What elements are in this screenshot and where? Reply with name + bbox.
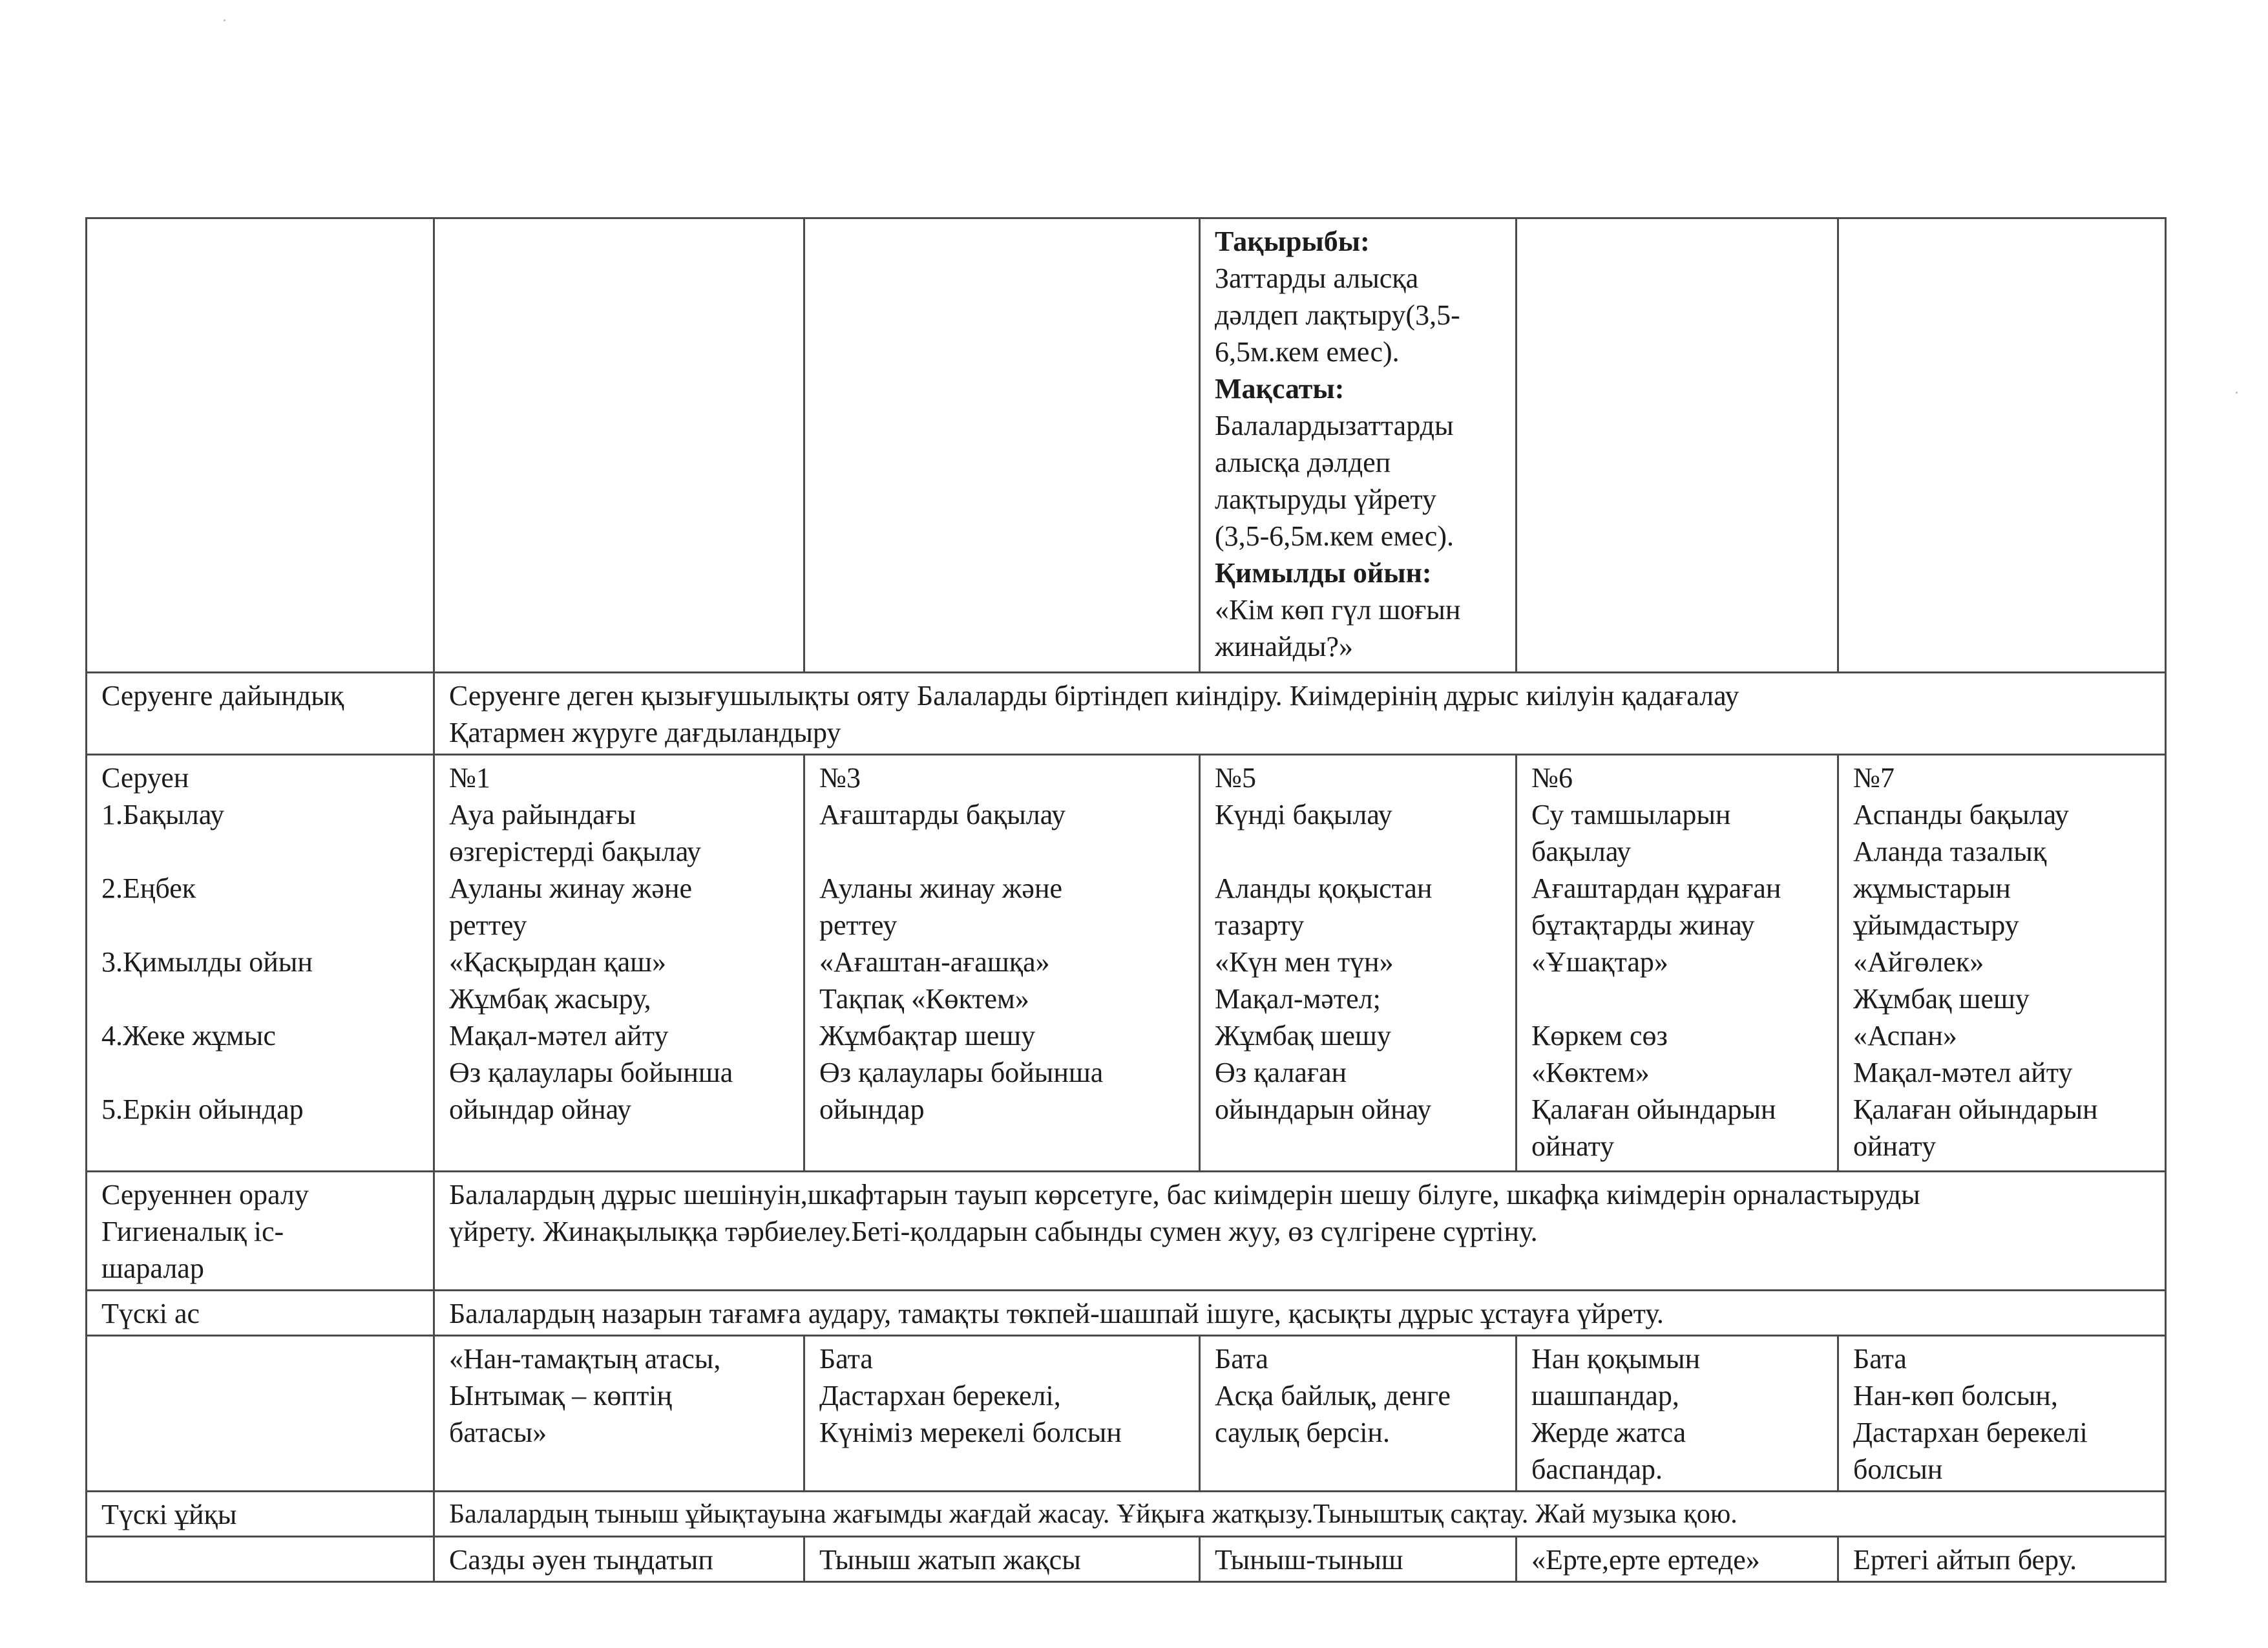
return-walk-text: Балалардың дұрыс шешінуін,шкафтарын тауып көрсетуге, бас киімдерін шешу білуге, шкафқа киімдерін орналастыруды үйрету. Жинақылыққа тәрбиелеу.Беті-қолдарын сабынды сумен жуу, өз сүлгірене сүртіну. <box>434 1172 2166 1291</box>
row-label: Серуенге дайындық <box>87 673 434 755</box>
nap-text: Балалардың тыныш ұйықтауына жағымды жағдай жасау. Ұйқыға жатқызу.Тыныштық сақтау. Жай музыка қою. <box>434 1492 2166 1537</box>
nap-row <box>87 1492 2166 1537</box>
blessing-col-1: «Нан-тамақтың атасы, Ынтымақ – көптің батасы» <box>434 1336 804 1492</box>
walk-labels: Серуен 1.Бақылау 2.Еңбек 3.Қимылды ойын 4.Жеке жұмыс 5.Еркін ойындар <box>87 755 434 1172</box>
topic-heading: Тақырыбы: <box>1215 226 1370 257</box>
blessing-col-2: Бата Дастархан берекелі, Күніміз мерекелі болсын <box>804 1336 1200 1492</box>
nap-activity: Сазды әуен тыңдатып <box>434 1537 804 1582</box>
walk-col-4: №6 Су тамшыларын бақылау Ағаштардан құраған бұтақтарды жинау «Ұшақтар» Көркем сөз «Көктем» Қалаған ойындарын ойнату <box>1517 755 1838 1172</box>
topic-line: дәлдеп лақтыру(3,5- <box>1215 299 1460 331</box>
lunch-text: Балалардың назарын тағамға аудару, тамақты төкпей-шашпай ішуге, қасықты дұрыс ұстауға үйрету. <box>434 1291 2166 1336</box>
row-label: Серуеннен оралу Гигиеналық іс- шаралар <box>87 1172 434 1291</box>
lunch-row <box>87 1291 2166 1336</box>
game-line: жинайды?» <box>1215 631 1354 662</box>
return-walk-row <box>87 1172 2166 1291</box>
empty-cell <box>87 1336 434 1492</box>
nap-activity: Тыныш-тыныш <box>1200 1537 1517 1582</box>
game-heading: Қимылды ойын: <box>1215 557 1432 589</box>
walk-prep-text: Серуенге деген қызығушылықты ояту Балаларды біртіндеп киіндіру. Киімдерінің дұрыс киілуін қадағалау Қатармен жүруге дағдыландыру <box>434 673 2166 755</box>
topic-line: 6,5м.кем емес). <box>1215 336 1400 368</box>
empty-cell <box>87 218 434 673</box>
game-line: «Кім көп гүл шоғын <box>1215 594 1461 626</box>
blessing-col-4: Нан қоқымын шашпандар, Жерде жатса баспандар. <box>1517 1336 1838 1492</box>
goal-line: Балалардызаттарды <box>1215 410 1454 441</box>
walk-row <box>87 755 2166 1172</box>
blessings-row <box>87 1336 2166 1492</box>
goal-line: лақтыруды үйрету <box>1215 483 1436 515</box>
daily-plan-sheet <box>85 217 2165 1583</box>
walk-col-2: №3 Ағаштарды бақылау Ауланы жинау және реттеу «Ағаштан-ағашқа» Тақпақ «Көктем» Жұмбақтар шешу Өз қалаулары бойынша ойындар <box>804 755 1200 1172</box>
empty-cell <box>87 1537 434 1582</box>
goal-heading: Мақсаты: <box>1215 373 1345 405</box>
walk-col-5: №7 Аспанды бақылау Аланда тазалық жұмыстарын ұйымдастыру «Айгөлек» Жұмбақ шешу «Аспан» Мақал-мәтел айту Қалаған ойындарын ойнату <box>1838 755 2166 1172</box>
empty-cell <box>1517 218 1838 673</box>
empty-cell <box>804 218 1200 673</box>
nap-activity: «Ерте,ерте ертеде» <box>1517 1537 1838 1582</box>
walk-col-1: №1 Ауа райындағы өзгерістерді бақылау Ауланы жинау және реттеу «Қасқырдан қаш» Жұмбақ жасыру, Мақал-мәтел айту Өз қалаулары бойынша ойындар ойнау <box>434 755 804 1172</box>
nap-activity: Тыныш жатып жақсы <box>804 1537 1200 1582</box>
topic-cell <box>1200 218 1517 673</box>
topic-row <box>87 218 2166 673</box>
topic-line: Заттарды алысқа <box>1215 262 1419 294</box>
daily-plan-table <box>85 217 2167 1583</box>
blessing-col-3: Бата Асқа байлық, денге саулық берсін. <box>1200 1336 1517 1492</box>
empty-cell <box>1838 218 2166 673</box>
row-label: Түскі ас <box>87 1291 434 1336</box>
goal-line: (3,5-6,5м.кем емес). <box>1215 520 1454 552</box>
walk-prep-row <box>87 673 2166 755</box>
empty-cell <box>434 218 804 673</box>
walk-col-3: №5 Күнді бақылау Аланды қоқыстан тазарту «Күн мен түн» Мақал-мәтел; Жұмбақ шешу Өз қалаған ойындарын ойнау <box>1200 755 1517 1172</box>
goal-line: алысқа дәлдеп <box>1215 447 1391 478</box>
row-label: Түскі ұйқы <box>87 1492 434 1537</box>
blessing-col-5: Бата Нан-көп болсын, Дастархан берекелі болсын <box>1838 1336 2166 1492</box>
nap-activity: Ертегі айтып беру. <box>1838 1537 2166 1582</box>
nap-activities-row <box>87 1537 2166 1582</box>
